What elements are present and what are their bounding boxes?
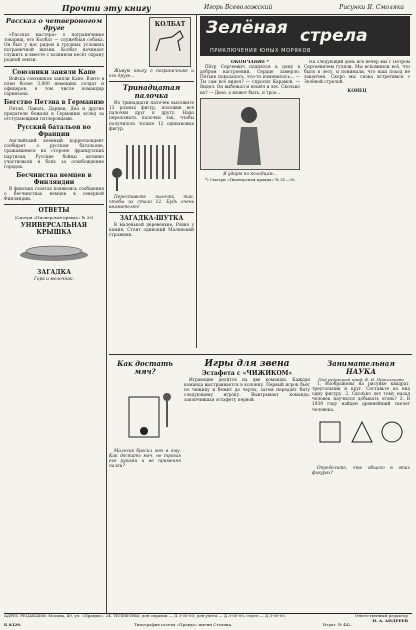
relay-title: Эстафета с «ЧИЖИКОМ» <box>201 370 293 377</box>
print-code: Б 8329. <box>4 622 22 627</box>
answer-heading-lid: УНИВЕРСАЛЬНАЯ КРЫШКА <box>20 222 88 237</box>
story-end: КОНЕЦ <box>347 89 367 95</box>
science-title: Занимательная НАУКА <box>327 359 395 376</box>
news-text-d: В финских газетах появились сообщения о бесчинствах немцев в северной Финляндии. <box>4 186 104 202</box>
sticks-illustration <box>109 133 194 193</box>
relay-text: Играющие делятся на две команды. Каждая команда выстраивается в колонну. Первый игрок бьёт по чижику и бежит до черты, затем передаёт биту следующему игроку. Выигрывает команда, закончившая эстафету первой. <box>184 378 310 404</box>
ball-illustration <box>109 377 181 447</box>
story-title-2: стрела <box>300 26 368 46</box>
story-column-2 <box>304 60 410 340</box>
column-center-left <box>109 16 194 356</box>
story-text-2: На следующий день всё вечер мы с Петром Сергеевичем гуляли. Мы вспомнили всё, что было в лесу, и понимали, что наш поход не закончен. Скоро мы снова встретимся с Зелёной стрелой. <box>304 60 410 86</box>
riddle-answer: Гора и молочник. <box>34 277 74 283</box>
answers-heading: ОТВЕТЫ <box>38 207 70 215</box>
games-section <box>184 358 310 614</box>
news-heading-b: Бегство Петэна в Германию <box>4 98 104 106</box>
newspaper-page <box>4 2 412 628</box>
printing-house: Типография газеты «Правда» имени Сталина. <box>134 622 233 627</box>
story-title-1: Зелёная <box>206 18 288 38</box>
story-footnote: *) Смотри «Пионерская правда» № 31—39. <box>205 176 296 182</box>
book-cover-kolbat <box>149 17 191 67</box>
science-question: Определите, что общего в этих фигурах? <box>312 465 410 476</box>
science-section <box>312 358 410 614</box>
book-cover-title: КОЛБАТ <box>154 21 186 28</box>
news-heading-c: Русский батальон во Франции <box>17 124 91 139</box>
issue-number: Издат. № 442. <box>322 622 352 627</box>
section-title: Прочти эту книгу <box>62 3 151 13</box>
news-text-a: Войска союзников заняли Капе. Взято в плен более 3.000 немецких солдат и офицеров, в том числе командир гарнизона. <box>4 76 104 97</box>
figure-illustration <box>201 99 297 167</box>
science-editor: Под редакцией проф. В. И. Пришлецова <box>318 377 404 382</box>
section-header <box>4 2 412 14</box>
book-review-title: Рассказ о четвероногом друге <box>5 17 103 32</box>
news-text-b: Петэн, Лаваль, Дарнан, Деа и другие предатели бежали в Германию вслед за отступающими гитлеровцами. <box>4 106 104 123</box>
story-illustration <box>200 98 300 170</box>
author-name: Игорь Всеволожский <box>204 4 273 11</box>
puzzle-title: Тринадцатая палочка <box>122 83 181 101</box>
puzzle-caption: Переставьте палочки так, чтобы их стало 12. Будь очень внимателен! <box>109 194 194 211</box>
editorial-address: АДРЕС РЕДАКЦИИ: Москва, 49, ул. «Правды», 24. ТЕЛЕФОНЫ: для справок — Д 3-05-00; для учёта — Д 3-00-00, отдел — Д 3-00-00. <box>4 613 287 618</box>
news-heading-d: Бесчинства немцев в Финляндии <box>16 171 92 186</box>
riddle-joke-title: ЗАГАДКА-ШУТКА <box>119 215 184 223</box>
story-title-block <box>200 16 410 56</box>
dog-illustration <box>150 27 188 57</box>
games-title: Игры для звена <box>204 359 290 369</box>
ball-puzzle-title: Как достать мяч? <box>117 359 173 376</box>
illustrator-credit: Рисунки Я. Смоляка <box>339 4 404 11</box>
book-review-text: «Рассказ мастера» о пограничнике товарищ, его Колбат — служебная собака. Он был у нас рядом в трудных условиях пограничной жизни. Колбат начинает служить и вместе с хозяином несёт охрану родной земли. <box>4 33 104 64</box>
news-heading-a: Союзники заняли Капе <box>12 68 96 76</box>
editor-label: Ответственный редактор <box>354 613 408 618</box>
ball-puzzle-caption: Мальчик бросил мяч в яму. Как достать мяч, не трогая его руками и не применяя палки? <box>109 449 181 470</box>
story-continuation: ОКОНЧАНИЕ * <box>230 60 269 65</box>
page-footer <box>4 613 412 628</box>
ball-puzzle <box>109 358 181 614</box>
story-image-caption: Я ударю по колодцам... <box>223 171 277 177</box>
book-caption: Живую книгу о пограничнике и его друге... <box>109 69 194 80</box>
lid-illustration <box>4 237 104 265</box>
riddle-joke-text: В маленькой деревеньке, Ровно у камня, Стоит одинокий Маленький стражник. <box>109 223 194 239</box>
shapes-illustration <box>312 414 410 464</box>
science-text: 1. Изображены на рисунке квадрат, треугольник и круг. Составьте из них одну фигуру. 2. Сколько лет тому назад человек научился добывать огонь? 3. В 1939 году найден древнейший скелет человека. <box>312 382 410 413</box>
story-subtitle: ПРИКЛЮЧЕНИЯ ЮНЫХ МОРЯКОВ <box>210 48 312 54</box>
puzzle-text: Из тринадцати палочек выложите 13 разных фигур, положив все палочки друг к другу. Надо переложить палочки так, чтобы получилось только 12 одинаковых фигур. <box>109 101 194 132</box>
news-text-c: Английский военный корреспондент сообщает о русском батальоне, сражавшемся на стороне французских партизан. Русские бойцы активно участвовали в боях за освобождение городов. <box>4 139 104 170</box>
answers-sub: (Смотри «Пионерская правда» № 39) <box>14 215 94 221</box>
story-text-1: Пётр Сергеевич поднялся к дому в добром настроении. Сердце замерло. Петьке показалось, что-то изменилось... — Ты сам всё видел? — спросил Карамов. — Видел. Он выбежал и пошёл в лес. Сколько их? — Двое, а может быть, и трое... <box>200 65 300 96</box>
story-column-1 <box>200 60 300 340</box>
column-left <box>4 16 104 616</box>
riddle-heading: ЗАГАДКА <box>37 269 71 277</box>
editor-name: Н. А. АНДРЕЕВ <box>372 618 408 623</box>
